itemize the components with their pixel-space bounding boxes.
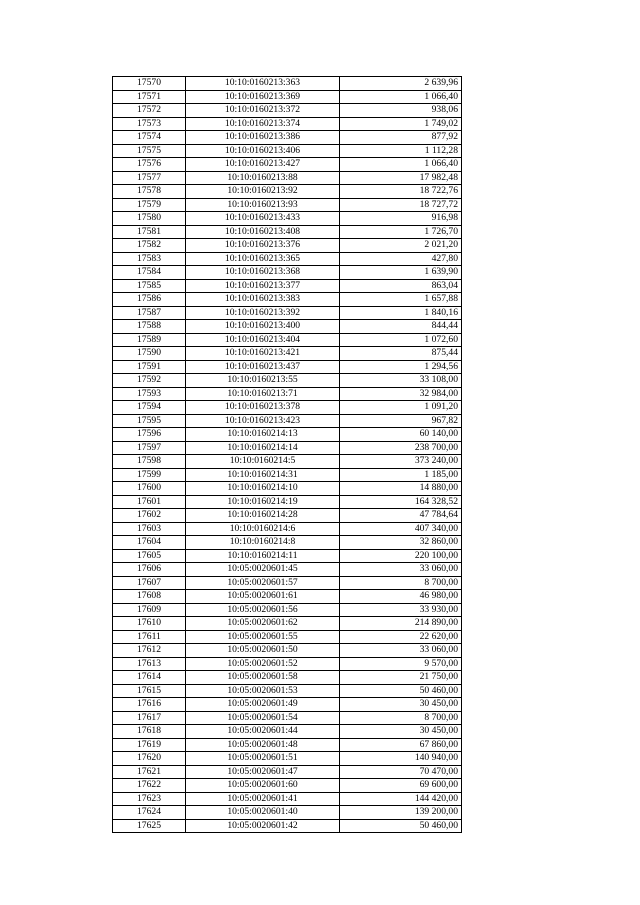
table-row: [113, 131, 462, 145]
table-row: [113, 576, 462, 590]
table-row: [113, 495, 462, 509]
cadastral-number-cell: 10:10:0160213:427: [186, 158, 340, 172]
cadastral-number-cell: 10:05:0020601:42: [186, 819, 340, 833]
row-number-cell: 17619: [113, 738, 186, 752]
row-number-cell: 17582: [113, 239, 186, 253]
table-row: [113, 104, 462, 118]
row-number-cell: 17574: [113, 131, 186, 145]
row-number-cell: 17610: [113, 617, 186, 631]
amount-cell: 1 066,40: [340, 158, 462, 172]
amount-cell: 33 108,00: [340, 374, 462, 388]
amount-cell: 30 450,00: [340, 698, 462, 712]
cadastral-number-cell: 10:05:0020601:61: [186, 590, 340, 604]
cadastral-number-cell: 10:10:0160214:6: [186, 522, 340, 536]
row-number-cell: 17599: [113, 468, 186, 482]
amount-cell: 69 600,00: [340, 779, 462, 793]
table-row: [113, 185, 462, 199]
cadastral-number-cell: 10:10:0160213:363: [186, 77, 340, 91]
cadastral-number-cell: 10:05:0020601:54: [186, 711, 340, 725]
row-number-cell: 17576: [113, 158, 186, 172]
row-number-cell: 17571: [113, 90, 186, 104]
cadastral-number-cell: 10:10:0160213:408: [186, 225, 340, 239]
amount-cell: 373 240,00: [340, 455, 462, 469]
amount-cell: 1 294,56: [340, 360, 462, 374]
cadastral-number-cell: 10:10:0160213:365: [186, 252, 340, 266]
row-number-cell: 17595: [113, 414, 186, 428]
table-row: [113, 549, 462, 563]
amount-cell: 427,80: [340, 252, 462, 266]
row-number-cell: 17594: [113, 401, 186, 415]
amount-cell: 144 420,00: [340, 792, 462, 806]
table-row: [113, 117, 462, 131]
row-number-cell: 17578: [113, 185, 186, 199]
amount-cell: 22 620,00: [340, 630, 462, 644]
cadastral-number-cell: 10:10:0160213:71: [186, 387, 340, 401]
table-row: [113, 401, 462, 415]
table-row: [113, 360, 462, 374]
table-row: [113, 374, 462, 388]
table-row: [113, 347, 462, 361]
table-row: [113, 252, 462, 266]
cadastral-number-cell: 10:10:0160213:433: [186, 212, 340, 226]
amount-cell: 14 880,00: [340, 482, 462, 496]
amount-cell: 33 930,00: [340, 603, 462, 617]
cadastral-number-cell: 10:10:0160213:376: [186, 239, 340, 253]
cadastral-number-cell: 10:10:0160214:19: [186, 495, 340, 509]
cadastral-number-cell: 10:10:0160213:437: [186, 360, 340, 374]
cadastral-number-cell: 10:05:0020601:48: [186, 738, 340, 752]
row-number-cell: 17615: [113, 684, 186, 698]
amount-cell: 2 639,96: [340, 77, 462, 91]
table-row: [113, 536, 462, 550]
table-row: [113, 225, 462, 239]
amount-cell: 164 328,52: [340, 495, 462, 509]
amount-cell: 139 200,00: [340, 806, 462, 820]
amount-cell: 1 749,02: [340, 117, 462, 131]
amount-cell: 50 460,00: [340, 684, 462, 698]
table-row: [113, 765, 462, 779]
row-number-cell: 17584: [113, 266, 186, 280]
cadastral-number-cell: 10:05:0020601:51: [186, 752, 340, 766]
amount-cell: 938,06: [340, 104, 462, 118]
table-row: [113, 428, 462, 442]
table-row: [113, 279, 462, 293]
amount-cell: 863,04: [340, 279, 462, 293]
cadastral-number-cell: 10:10:0160213:406: [186, 144, 340, 158]
table-row: [113, 779, 462, 793]
table-row: [113, 333, 462, 347]
cadastral-number-cell: 10:10:0160214:13: [186, 428, 340, 442]
table-row: [113, 603, 462, 617]
amount-cell: 33 060,00: [340, 563, 462, 577]
row-number-cell: 17605: [113, 549, 186, 563]
cadastral-number-cell: 10:10:0160214:31: [186, 468, 340, 482]
row-number-cell: 17570: [113, 77, 186, 91]
row-number-cell: 17589: [113, 333, 186, 347]
amount-cell: 21 750,00: [340, 671, 462, 685]
amount-cell: 8 700,00: [340, 711, 462, 725]
amount-cell: 214 890,00: [340, 617, 462, 631]
table-row: [113, 509, 462, 523]
row-number-cell: 17602: [113, 509, 186, 523]
cadastral-number-cell: 10:10:0160213:368: [186, 266, 340, 280]
amount-cell: 916,98: [340, 212, 462, 226]
cadastral-number-cell: 10:05:0020601:47: [186, 765, 340, 779]
row-number-cell: 17611: [113, 630, 186, 644]
row-number-cell: 17572: [113, 104, 186, 118]
row-number-cell: 17573: [113, 117, 186, 131]
cadastral-number-cell: 10:10:0160213:400: [186, 320, 340, 334]
table-row: [113, 630, 462, 644]
table-row: [113, 671, 462, 685]
row-number-cell: 17612: [113, 644, 186, 658]
cadastral-number-cell: 10:05:0020601:49: [186, 698, 340, 712]
row-number-cell: 17592: [113, 374, 186, 388]
table-row: [113, 320, 462, 334]
table-row: [113, 441, 462, 455]
table-row: [113, 198, 462, 212]
row-number-cell: 17607: [113, 576, 186, 590]
row-number-cell: 17598: [113, 455, 186, 469]
table-row: [113, 266, 462, 280]
amount-cell: 1 185,00: [340, 468, 462, 482]
cadastral-number-cell: 10:05:0020601:45: [186, 563, 340, 577]
amount-cell: 1 726,70: [340, 225, 462, 239]
table-row: [113, 725, 462, 739]
cadastral-number-cell: 10:10:0160214:28: [186, 509, 340, 523]
table-row: [113, 819, 462, 833]
amount-cell: 50 460,00: [340, 819, 462, 833]
table-row: [113, 293, 462, 307]
cadastral-number-cell: 10:10:0160213:55: [186, 374, 340, 388]
row-number-cell: 17586: [113, 293, 186, 307]
cadastral-number-cell: 10:05:0020601:58: [186, 671, 340, 685]
amount-cell: 9 570,00: [340, 657, 462, 671]
row-number-cell: 17606: [113, 563, 186, 577]
amount-cell: 1 066,40: [340, 90, 462, 104]
table-row: [113, 657, 462, 671]
row-number-cell: 17623: [113, 792, 186, 806]
amount-cell: 407 340,00: [340, 522, 462, 536]
data-table: [112, 76, 462, 833]
row-number-cell: 17622: [113, 779, 186, 793]
table-row: [113, 698, 462, 712]
amount-cell: 220 100,00: [340, 549, 462, 563]
row-number-cell: 17608: [113, 590, 186, 604]
table-row: [113, 171, 462, 185]
row-number-cell: 17585: [113, 279, 186, 293]
cadastral-number-cell: 10:10:0160213:92: [186, 185, 340, 199]
row-number-cell: 17597: [113, 441, 186, 455]
cadastral-number-cell: 10:05:0020601:52: [186, 657, 340, 671]
amount-cell: 17 982,48: [340, 171, 462, 185]
table-row: [113, 522, 462, 536]
cadastral-number-cell: 10:10:0160214:5: [186, 455, 340, 469]
amount-cell: 18 727,72: [340, 198, 462, 212]
amount-cell: 18 722,76: [340, 185, 462, 199]
cadastral-number-cell: 10:10:0160213:369: [186, 90, 340, 104]
row-number-cell: 17587: [113, 306, 186, 320]
row-number-cell: 17603: [113, 522, 186, 536]
row-number-cell: 17614: [113, 671, 186, 685]
row-number-cell: 17609: [113, 603, 186, 617]
amount-cell: 46 980,00: [340, 590, 462, 604]
cadastral-number-cell: 10:05:0020601:53: [186, 684, 340, 698]
amount-cell: 47 784,64: [340, 509, 462, 523]
row-number-cell: 17620: [113, 752, 186, 766]
row-number-cell: 17621: [113, 765, 186, 779]
table-row: [113, 144, 462, 158]
row-number-cell: 17596: [113, 428, 186, 442]
table-body: [113, 77, 462, 833]
row-number-cell: 17625: [113, 819, 186, 833]
cadastral-number-cell: 10:10:0160213:93: [186, 198, 340, 212]
table-row: [113, 90, 462, 104]
table-row: [113, 684, 462, 698]
table-row: [113, 590, 462, 604]
cadastral-number-cell: 10:10:0160214:11: [186, 549, 340, 563]
amount-cell: 60 140,00: [340, 428, 462, 442]
row-number-cell: 17580: [113, 212, 186, 226]
cadastral-number-cell: 10:05:0020601:57: [186, 576, 340, 590]
table-row: [113, 711, 462, 725]
row-number-cell: 17593: [113, 387, 186, 401]
cadastral-number-cell: 10:10:0160213:374: [186, 117, 340, 131]
table-row: [113, 644, 462, 658]
amount-cell: 1 639,90: [340, 266, 462, 280]
cadastral-number-cell: 10:05:0020601:50: [186, 644, 340, 658]
row-number-cell: 17590: [113, 347, 186, 361]
table-row: [113, 387, 462, 401]
row-number-cell: 17588: [113, 320, 186, 334]
table-row: [113, 158, 462, 172]
amount-cell: 1 657,88: [340, 293, 462, 307]
row-number-cell: 17575: [113, 144, 186, 158]
amount-cell: 33 060,00: [340, 644, 462, 658]
amount-cell: 67 860,00: [340, 738, 462, 752]
table-row: [113, 482, 462, 496]
cadastral-number-cell: 10:10:0160213:383: [186, 293, 340, 307]
row-number-cell: 17601: [113, 495, 186, 509]
cadastral-number-cell: 10:05:0020601:60: [186, 779, 340, 793]
amount-cell: 1 091,20: [340, 401, 462, 415]
cadastral-number-cell: 10:10:0160213:404: [186, 333, 340, 347]
row-number-cell: 17583: [113, 252, 186, 266]
cadastral-number-cell: 10:10:0160213:392: [186, 306, 340, 320]
amount-cell: 1 112,28: [340, 144, 462, 158]
cadastral-number-cell: 10:10:0160213:386: [186, 131, 340, 145]
cadastral-number-cell: 10:10:0160214:14: [186, 441, 340, 455]
cadastral-number-cell: 10:10:0160213:423: [186, 414, 340, 428]
amount-cell: 32 984,00: [340, 387, 462, 401]
cadastral-number-cell: 10:05:0020601:56: [186, 603, 340, 617]
amount-cell: 967,82: [340, 414, 462, 428]
cadastral-number-cell: 10:10:0160213:421: [186, 347, 340, 361]
amount-cell: 877,92: [340, 131, 462, 145]
table-row: [113, 306, 462, 320]
cadastral-number-cell: 10:10:0160213:377: [186, 279, 340, 293]
cadastral-number-cell: 10:05:0020601:44: [186, 725, 340, 739]
amount-cell: 844,44: [340, 320, 462, 334]
table-row: [113, 455, 462, 469]
table-row: [113, 468, 462, 482]
amount-cell: 1 840,16: [340, 306, 462, 320]
amount-cell: 2 021,20: [340, 239, 462, 253]
row-number-cell: 17604: [113, 536, 186, 550]
amount-cell: 8 700,00: [340, 576, 462, 590]
cadastral-number-cell: 10:10:0160213:372: [186, 104, 340, 118]
row-number-cell: 17624: [113, 806, 186, 820]
amount-cell: 30 450,00: [340, 725, 462, 739]
table-row: [113, 239, 462, 253]
table-row: [113, 752, 462, 766]
row-number-cell: 17577: [113, 171, 186, 185]
cadastral-number-cell: 10:10:0160213:378: [186, 401, 340, 415]
table-row: [113, 792, 462, 806]
row-number-cell: 17616: [113, 698, 186, 712]
table-row: [113, 617, 462, 631]
amount-cell: 70 470,00: [340, 765, 462, 779]
row-number-cell: 17618: [113, 725, 186, 739]
table-row: [113, 414, 462, 428]
table-row: [113, 212, 462, 226]
cadastral-number-cell: 10:10:0160214:10: [186, 482, 340, 496]
table-row: [113, 563, 462, 577]
cadastral-number-cell: 10:10:0160213:88: [186, 171, 340, 185]
row-number-cell: 17613: [113, 657, 186, 671]
amount-cell: 140 940,00: [340, 752, 462, 766]
table-row: [113, 806, 462, 820]
cadastral-number-cell: 10:05:0020601:41: [186, 792, 340, 806]
row-number-cell: 17617: [113, 711, 186, 725]
amount-cell: 32 860,00: [340, 536, 462, 550]
cadastral-number-cell: 10:10:0160214:8: [186, 536, 340, 550]
row-number-cell: 17591: [113, 360, 186, 374]
cadastral-number-cell: 10:05:0020601:40: [186, 806, 340, 820]
amount-cell: 1 072,60: [340, 333, 462, 347]
row-number-cell: 17600: [113, 482, 186, 496]
table-row: [113, 77, 462, 91]
amount-cell: 238 700,00: [340, 441, 462, 455]
row-number-cell: 17581: [113, 225, 186, 239]
cadastral-number-cell: 10:05:0020601:55: [186, 630, 340, 644]
row-number-cell: 17579: [113, 198, 186, 212]
cadastral-number-cell: 10:05:0020601:62: [186, 617, 340, 631]
amount-cell: 875,44: [340, 347, 462, 361]
table-row: [113, 738, 462, 752]
